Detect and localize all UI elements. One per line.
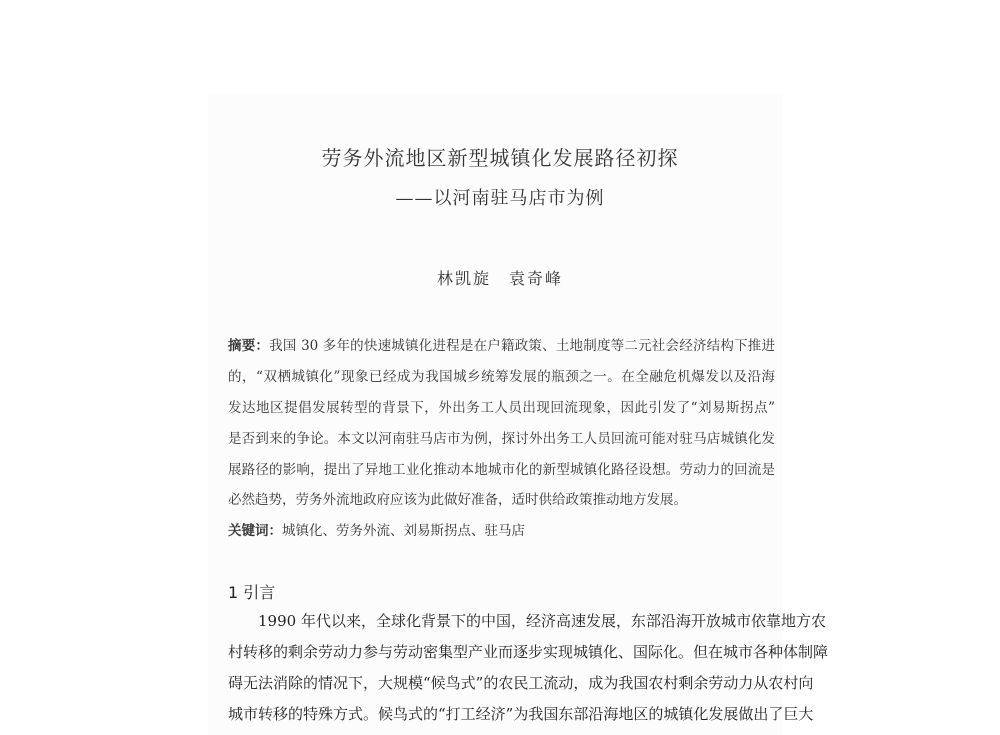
section-heading: 1 引言 [228,583,276,602]
abstract-line: 展路径的影响，提出了异地工业化推动本地城市化的新型城镇化路径设想。劳动力的回流是 [228,462,775,478]
body-line: 1990 年代以来，全球化背景下的中国，经济高速发展，东部沿海开放城市依靠地方农 [228,612,826,630]
body-line: 村转移的剩余劳动力参与劳动密集型产业而逐步实现城镇化、国际化。但在城市各种体制障 [228,643,829,661]
abstract-line: 是否到来的争论。本文以河南驻马店市为例，探讨外出务工人员回流可能对驻马店城镇化发 [228,431,775,447]
abstract-line: 必然趋势，劳务外流地政府应该为此做好准备，适时供给政策推动地方发展。 [228,492,687,508]
authors: 林凯旋 袁奇峰 [436,269,563,288]
paper-subtitle: ——以河南驻马店市为例 [395,188,605,209]
paper-title: 劳务外流地区新型城镇化发展路径初探 [321,146,679,170]
keywords-label: 关键词： [228,523,282,539]
body-line: 城市转移的特殊方式。候鸟式的“打工经济”为我国东部沿海地区的城镇化发展做出了巨大 [228,705,814,723]
body-line: 碍无法消除的情况下，大规模“候鸟式”的农民工流动，成为我国农村剩余劳动力从农村向 [228,674,814,692]
abstract-line: 的，“双栖城镇化”现象已经成为我国城乡统筹发展的瓶颈之一。在全融危机爆发以及沿海 [228,369,775,385]
abstract-line: 摘要：我国 30 多年的快速城镇化进程是在户籍政策、土地制度等二元社会经济结构下推进 [228,338,776,354]
keywords: 关键词：城镇化、劳务外流、刘易斯拐点、驻马店 [228,523,525,539]
abstract-line: 发达地区提倡发展转型的背景下，外出务工人员出现回流现象，因此引发了“刘易斯拐点” [228,400,775,416]
abstract-label: 摘要： [228,338,270,354]
